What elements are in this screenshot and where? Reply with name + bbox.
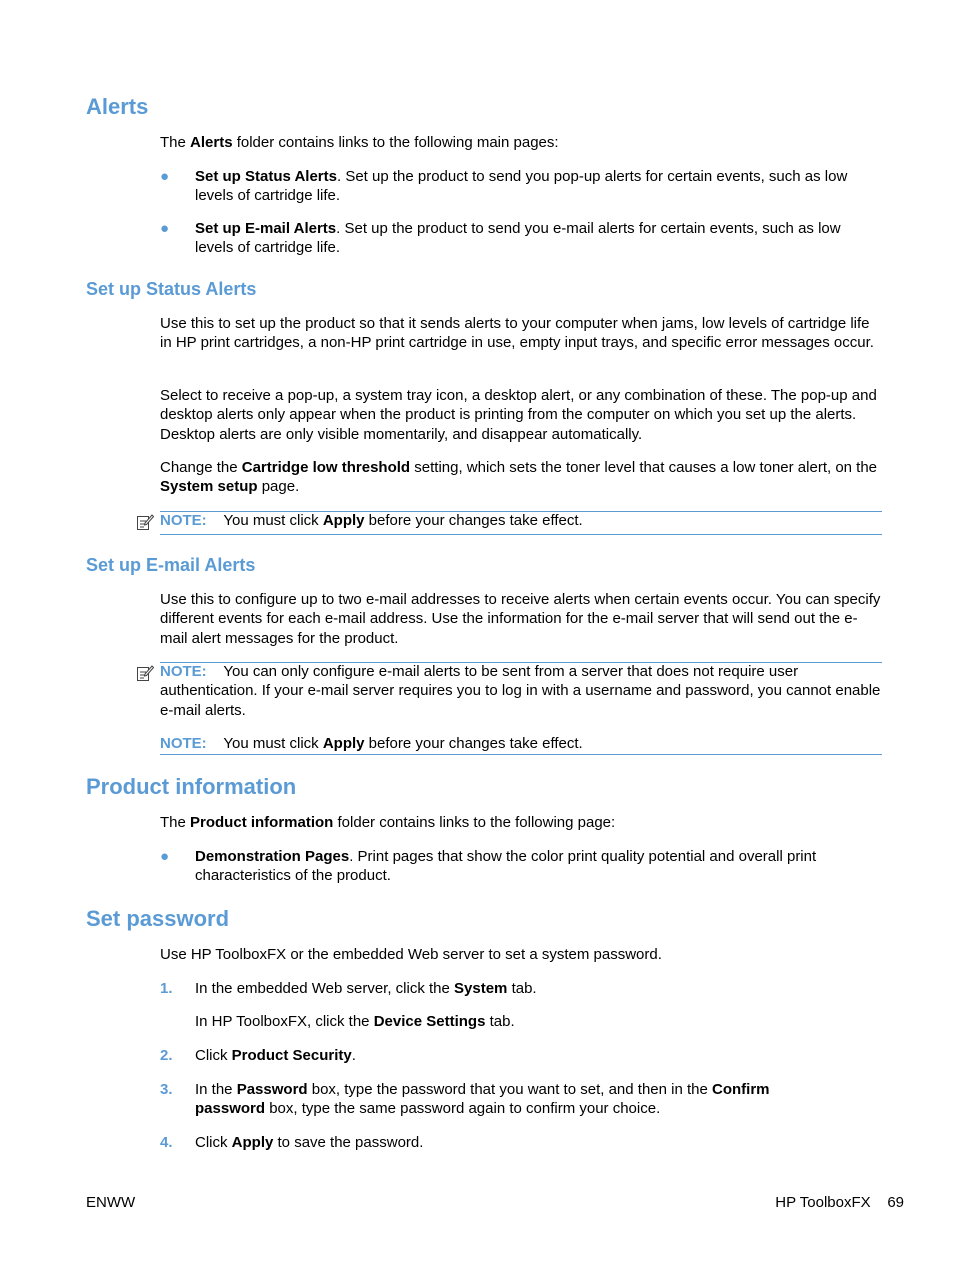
status-alerts-p2: Select to receive a pop-up, a system tray icon, a desktop alert, or any combination of these. The pop-up and desktop alerts only appear when the product is printing from the computer on which you set up the alerts. Desktop alerts are only visible momentarily, and disappear automatically. xyxy=(160,387,877,443)
bullet-dot-icon: ● xyxy=(160,168,170,185)
step-4: 4. Click Apply to save the password. xyxy=(160,1134,424,1151)
email-alerts-p1: Use this to configure up to two e-mail addresses to receive alerts when certain events occur. You can specify different events for each e-mail address. Use the information for the e-mail server that will send out the e-mail alert messages for the product. xyxy=(160,591,881,647)
heading-alerts: Alerts xyxy=(86,94,149,119)
step-1: 1. In the embedded Web server, click the System tab. xyxy=(160,980,537,997)
bullet-dot-icon: ● xyxy=(160,220,170,237)
bullet-dot-icon: ● xyxy=(160,848,170,865)
heading-product-information: Product information xyxy=(86,774,297,799)
list-item: ● Demonstration Pages. Print pages that show the color print quality potential and overall print characteristics of the product. xyxy=(160,848,817,885)
note-email-auth: NOTE: You can only configure e-mail alerts to be sent from a server that does not require user authentication. If your e-mail server requires you to log in with a username and password, you cannot enable e-mail alerts. xyxy=(160,663,881,719)
note-apply: NOTE: You must click Apply before your changes take effect. xyxy=(160,735,583,752)
set-password-intro: Use HP ToolboxFX or the embedded Web server to set a system password. xyxy=(160,946,662,963)
heading-email-alerts: Set up E-mail Alerts xyxy=(86,555,256,575)
note-rule-bottom xyxy=(160,754,882,755)
footer-left: ENWW xyxy=(86,1194,136,1211)
footer-right xyxy=(775,1193,904,1212)
step-1-sub: In HP ToolboxFX, click the Device Settings tab. xyxy=(195,1013,515,1030)
product-info-intro: The Product information folder contains links to the following page: xyxy=(160,814,616,831)
list-item: ● Set up E-mail Alerts. Set up the product to send you e-mail alerts for certain events, such as low levels of cartridge life. xyxy=(160,220,841,257)
note-pencil-icon xyxy=(136,664,154,682)
note-pencil-icon xyxy=(136,513,154,531)
status-alerts-p3: Change the Cartridge low threshold setting, which sets the toner level that causes a low toner alert, on the System setup page. xyxy=(160,459,878,496)
step-2: 2. Click Product Security. xyxy=(160,1047,356,1064)
note-apply: NOTE: You must click Apply before your changes take effect. xyxy=(160,512,583,529)
alerts-intro: The Alerts folder contains links to the following main pages: xyxy=(160,134,559,151)
status-alerts-p1: Use this to set up the product so that it sends alerts to your computer when jams, low levels of cartridge life in HP print cartridges, a non-HP print cartridge in use, empty input trays, and specific error messages occur. xyxy=(160,315,874,352)
footer-section: HP ToolboxFX xyxy=(775,1194,871,1211)
note-rule-bottom xyxy=(160,534,882,535)
heading-set-password: Set password xyxy=(86,906,230,931)
list-item: ● Set up Status Alerts. Set up the product to send you pop-up alerts for certain events, such as low levels of cartridge life. xyxy=(160,168,848,205)
step-3: 3. In the Password box, type the password that you want to set, and then in the Confirm password box, type the same password again to confirm your choice. xyxy=(160,1081,770,1118)
heading-status-alerts: Set up Status Alerts xyxy=(86,279,257,299)
page-number: 69 xyxy=(887,1194,904,1211)
